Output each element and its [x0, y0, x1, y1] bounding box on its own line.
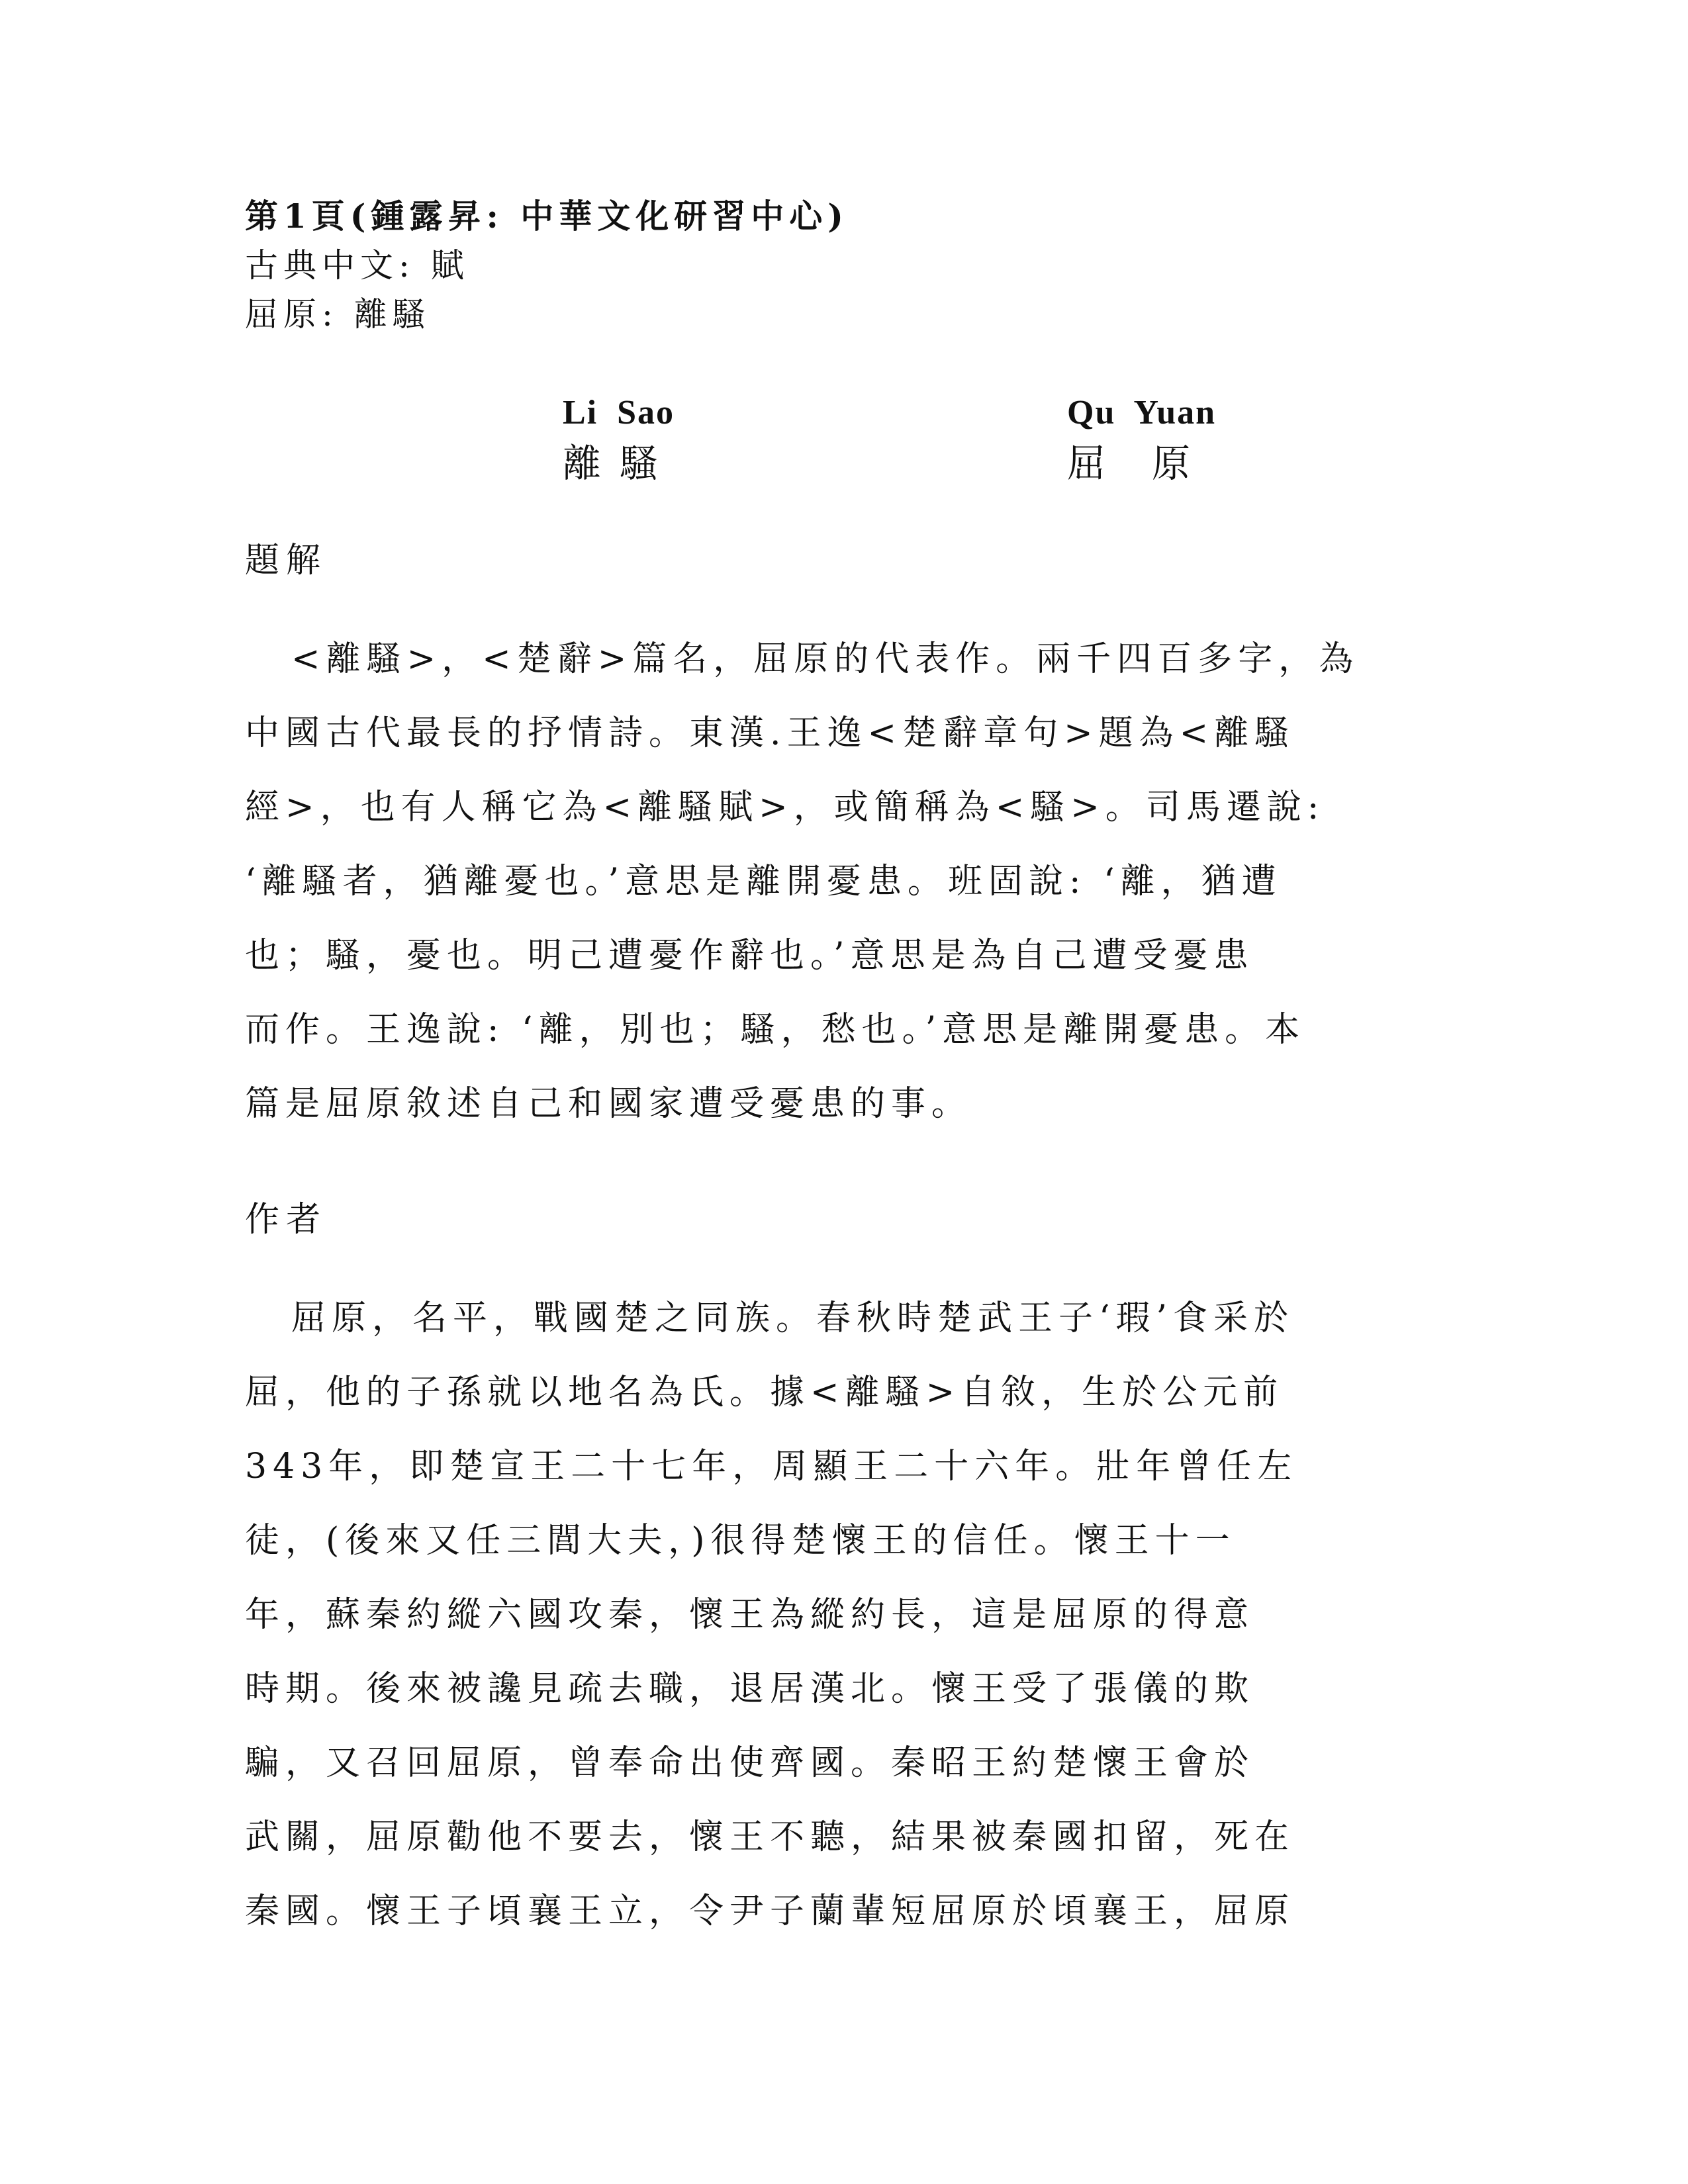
author-name	[1067, 389, 1237, 490]
author-line: 武關，屈原勸他不要去，懷王不聽，結果被秦國扣留，死在	[245, 1817, 1295, 1857]
author-name-han: 屈原	[1067, 441, 1237, 486]
author-line: 騙，又召回屈原，曾奉命出使齊國。秦昭王約楚懷王會於	[245, 1743, 1255, 1783]
author-line: 時期。後來被讒見疏去職，退居漢北。懷王受了張儀的欺	[245, 1669, 1255, 1709]
author-name-latin: Qu Yuan	[1067, 394, 1217, 432]
header-page-source: 第1頁(鍾露昇: 中華文化研習中心)	[245, 197, 849, 236]
intro-line: 也；騷，憂也。明己遭憂作辭也。’意思是為自己遭受憂患	[245, 936, 1254, 976]
header-work: 屈原: 離騷	[245, 295, 431, 334]
author-line: 徒，(後來又任三閭大夫，)很得楚懷王的信任。懷王十一	[245, 1521, 1236, 1561]
work-title	[563, 389, 677, 490]
author-paragraph	[245, 1281, 1423, 1948]
author-line: 年，蘇秦約縱六國攻秦，懷王為縱約長，這是屈原的得意	[245, 1595, 1255, 1635]
work-title-han: 離騷	[563, 441, 677, 486]
page-header	[245, 192, 849, 339]
intro-line: ‘離騷者，猶離憂也。’意思是離開憂患。班固說: ‘離，猶遭	[245, 862, 1282, 901]
author-heading: 作者	[245, 1200, 328, 1240]
intro-line: 經>，也有人稱它為<離騷賦>，或簡稱為<騷>。司馬遷說:	[245, 788, 1325, 827]
intro-line: <離騷>，<楚辭>篇名，屈原的代表作。兩千四百多字，為	[291, 639, 1360, 679]
intro-line: 而作。王逸說: ‘離，別也；騷，愁也。’意思是離開憂患。本	[245, 1010, 1306, 1050]
header-category: 古典中文: 賦	[245, 246, 469, 285]
intro-line: 篇是屈原敘述自己和國家遭受憂患的事。	[245, 1084, 972, 1124]
intro-line: 中國古代最長的抒情詩。東漢.王逸<楚辭章句>題為<離騷	[245, 713, 1295, 753]
intro-paragraph	[245, 622, 1423, 1141]
author-line: 343年，即楚宣王二十七年，周顯王二十六年。壯年曾任左	[245, 1447, 1298, 1486]
author-line: 秦國。懷王子頃襄王立，令尹子蘭輩短屈原於頃襄王，屈原	[245, 1891, 1295, 1931]
intro-heading: 題解	[245, 541, 328, 580]
author-line: 屈，他的子孫就以地名為氏。據<離騷>自敘，生於公元前	[245, 1373, 1284, 1412]
work-title-latin: Li Sao	[563, 394, 675, 432]
author-line: 屈原，名平，戰國楚之同族。春秋時楚武王子‘瑕’食采於	[291, 1298, 1295, 1338]
